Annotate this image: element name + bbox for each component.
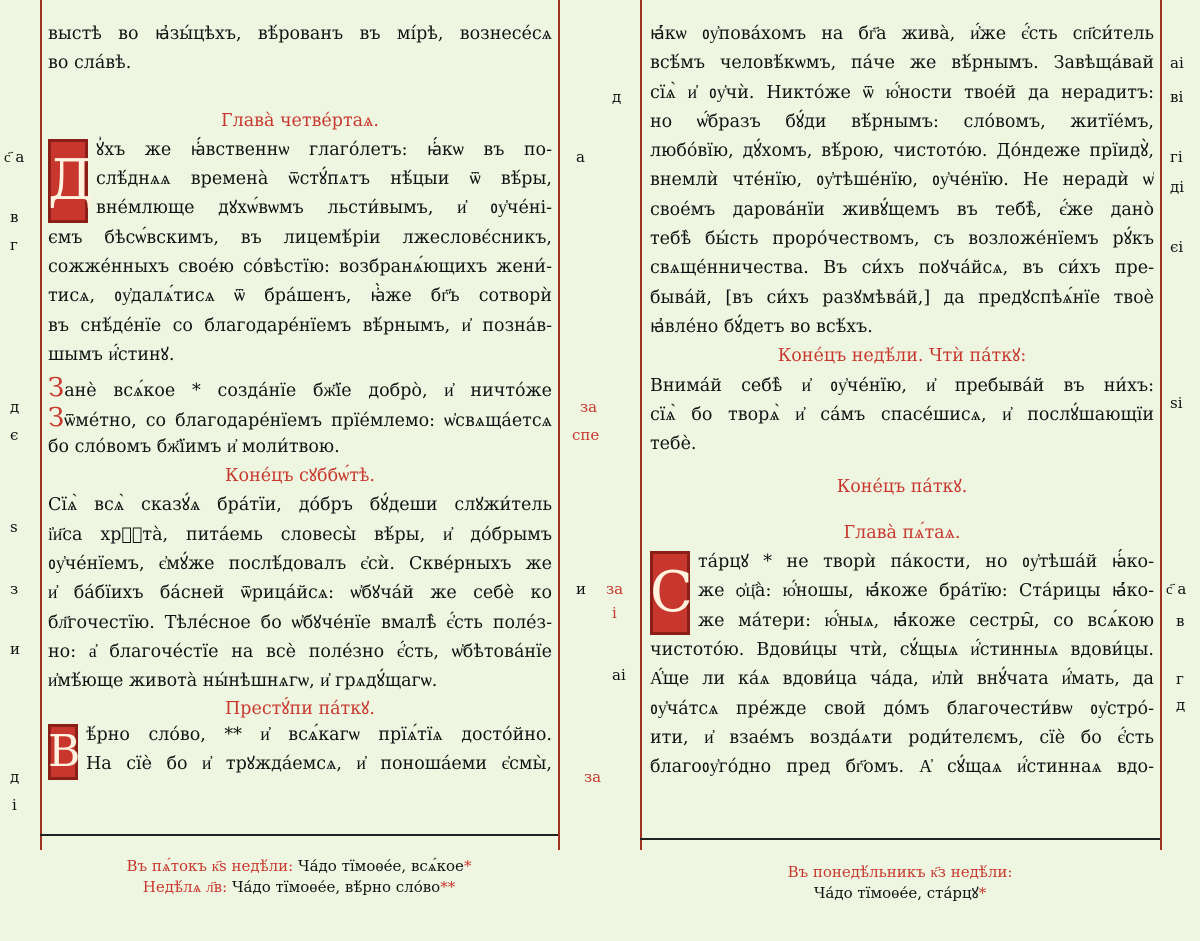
- left-footer: [40, 856, 558, 898]
- zane-paragraph: [48, 374, 552, 462]
- margin-verse-number: с҃ а: [4, 148, 25, 166]
- footer-mark: *: [463, 857, 472, 875]
- margin-verse-number: гі: [1170, 148, 1183, 166]
- text-line: [48, 404, 552, 433]
- text-line: На сїѐ бо и҆ трꙋжда́емсѧ, и҆ поноша́еми є҆смы̀,: [86, 753, 552, 774]
- text-line: бо сло́вомъ бж҃їимъ и҆ моли́твою.: [48, 436, 340, 457]
- drop-cap-initial: В: [48, 724, 78, 780]
- text-line: ꙗ҆вле́но бꙋ́детъ во всѣ́хъ.: [650, 316, 873, 337]
- right-footer-rule: [640, 838, 1160, 840]
- margin-reading-mark: за: [580, 398, 598, 416]
- text-line: же ѻ҆ц҃а̀: ю҆́ношы, ꙗ҆́коже бра́тїю: Ста́рицы ꙗ҆́ко-: [698, 581, 1154, 602]
- text-line: быва́й, [въ си́хъ разꙋмѣва́й,] да предꙋспѣѧ́нїе твоѐ: [650, 287, 1154, 308]
- red-initial: З: [48, 374, 65, 404]
- text-line: свѧще́нничества. Въ си́хъ поꙋча́йсѧ, въ си́хъ пре-: [650, 258, 1154, 279]
- text-line: любо́вїю, дꙋ́хомъ, вѣ́рою, чистото́ю. До́ндеже прїидꙋ̀,: [650, 141, 1154, 162]
- margin-verse-number: и: [10, 640, 20, 658]
- text-line: всѣ́мъ человѣ́кѡмъ, па́че же вѣ́рнымъ. Завѣща́вай: [650, 53, 1154, 74]
- right-footer-line-1: Въ понедѣ́льникъ к҃з недѣ́ли:: [787, 863, 1013, 881]
- text-span: ѿме́тно, со благодаре́нїемъ прїе́млемо: ѡ҆свѧща́етсѧ: [64, 410, 552, 431]
- margin-verse-number: ѕ: [10, 518, 18, 536]
- drop-cap-initial: С: [650, 551, 690, 635]
- footer-text: Ча́до тїмоѳе́е, ста́рцꙋ: [813, 884, 979, 902]
- margin-verse-number: є: [10, 426, 19, 444]
- margin-verse-number: аі: [612, 666, 626, 684]
- end-week-heading: Коне́цъ недѣ́ли. Чтѝ па́ткꙋ:: [777, 346, 1027, 367]
- margin-reading-mark: за: [606, 580, 624, 598]
- left-column-rule-left: [40, 0, 42, 850]
- right-footer: [640, 862, 1160, 904]
- left-column: [48, 20, 552, 780]
- margin-verse-number: єі: [1170, 238, 1184, 256]
- margin-verse-number: д: [612, 88, 622, 106]
- margin-verse-number: ѕі: [1170, 394, 1183, 412]
- margin-verse-number: г: [10, 236, 18, 254]
- text-line: сїѧ̀ и҆ ᲂу҆чѝ. Никто́же ѿ ю҆́ности твое́й да нерадитъ:: [650, 82, 1154, 103]
- text-line: свое́мъ дарова́нїи живꙋ́щемъ въ тебѣ̀, є҆́же дано̀: [650, 199, 1154, 220]
- right-column: [650, 20, 1154, 782]
- drop-cap-initial: Д: [48, 139, 88, 223]
- text-line: ᲂу҆ча́тсѧ пре́жде свой до́мъ благочести́вѡ ᲂу҆стро́-: [650, 698, 1154, 719]
- margin-verse-number: д: [1176, 696, 1186, 714]
- margin-verse-number: д: [10, 768, 20, 786]
- text-line: шымъ и҆́стинꙋ.: [48, 344, 175, 365]
- margin-verse-number: а: [576, 148, 585, 166]
- text-line: ємъ бѣсѡ́вскимъ, въ лицемѣ́ріи лжесловє́сникъ,: [48, 227, 552, 248]
- margin-verse-number: и: [576, 580, 586, 598]
- text-line: и҆мѣ́юще живота̀ ны́нѣшнѧгѡ, и҆ грѧдꙋ́щагѡ.: [48, 671, 438, 692]
- margin-verse-number: ді: [1170, 178, 1185, 196]
- text-line: ѣ́рно сло́во, ** и҆ всѧ́кагѡ прїѧ́тїѧ досто́йно.: [86, 724, 552, 745]
- right-column-rule-left: [640, 0, 642, 850]
- margin-verse-number: в: [1176, 612, 1185, 630]
- margin-reading-mark: і: [612, 604, 617, 622]
- text-line: и҆ ба́бїихъ ба́сней ѿрица́йсѧ: ѡ҆бꙋча́й же себѐ ко: [48, 583, 552, 604]
- text-line: тисѧ, ᲂу҆далѧ́тисѧ ѿ бра́шенъ, ꙗ҆̀же бг҃ъ сотворѝ: [48, 286, 552, 307]
- margin-verse-number: і: [12, 796, 17, 814]
- margin-verse-number: ві: [1170, 88, 1184, 106]
- text-line: чистото́ю. Вдови́цы чтѝ, сꙋ́щыѧ и҆́стинныѧ вдови́цы.: [650, 639, 1154, 660]
- footer-mark: **: [440, 878, 456, 896]
- end-saturday-heading: Коне́цъ сꙋббѡ́тѣ.: [224, 466, 375, 487]
- margin-verse-number: г: [1176, 670, 1184, 688]
- prestupi-heading: Престꙋ́пи па́ткꙋ.: [225, 698, 375, 719]
- margin-verse-number: аі: [1170, 54, 1184, 72]
- text-line: во сла́вѣ.: [48, 53, 132, 74]
- text-line: ити, и҆ взае́мъ возда́ѧти роди́телємъ, сїѐ бо є҆́сть: [650, 727, 1154, 748]
- margin-reading-mark: спе: [572, 426, 600, 444]
- text-line: слѣ́днѧѧ времена̀ ѿстꙋ́пѧтъ нѣ́цыи ѿ вѣ́ры,: [96, 169, 552, 190]
- red-initial: З: [48, 403, 65, 433]
- text-line: но ѡ҆́бразъ бꙋ́ди вѣ́рнымъ: сло́вомъ, житїе́мъ,: [650, 111, 1154, 132]
- margin-verse-number: с҃ а: [1166, 580, 1187, 598]
- text-line: внемлѝ чте́нїю, ᲂу҆тѣше́нїю, ᲂу҆че́нїю. Не нерадѝ ѡ҆: [650, 170, 1154, 191]
- text-line: но: а҆ благоче́стїе на всѐ поле́зно є҆́сть, ѡ҆бѣтова́нїе: [48, 641, 552, 662]
- text-line: А҆́ще ли ка́ѧ вдови́ца ча́да, и҆лѝ внꙋ́чата и҆́мать, да: [650, 669, 1154, 690]
- text-line: ꙋ҆́хъ же ꙗ҆́вственнѡ глаго́летъ: ꙗ҆́кѡ въ по-: [96, 139, 552, 160]
- left-footer-line-2: [40, 877, 558, 898]
- text-line: тебѣ̀ бы́сть проро́чествомъ, съ возложе́нїемъ рꙋ́къ: [650, 229, 1154, 250]
- margin-verse-number: з: [10, 580, 19, 598]
- footer-mark: *: [978, 884, 987, 902]
- chapter-5-paragraph: [650, 548, 1154, 782]
- text-line: Внима́й себѣ̀ и҆ ᲂу҆че́нїю, и҆ пребыва́й въ ни́хъ:: [650, 375, 1154, 396]
- text-line: та́рцꙋ * не творѝ па́кости, но ᲂу҆тѣша́й ꙗ҆́ко-: [698, 552, 1154, 573]
- left-column-rule-right: [558, 0, 560, 850]
- footer-text: Ча́до тїмоѳе́е, вѣ́рно сло́во: [231, 878, 441, 896]
- footer-red-label: Въ пѧ́токъ к҃ѕ недѣ́ли:: [126, 857, 294, 875]
- left-footer-rule: [40, 834, 558, 836]
- left-footer-line-1: [40, 856, 558, 877]
- end-friday-heading: Коне́цъ па́ткꙋ.: [836, 477, 968, 498]
- text-line: сїѧ̀ бо творѧ̀ и҆ са́мъ спасе́шисѧ, и҆ послꙋ́шающїи: [650, 404, 1154, 425]
- footer-red-label: Недѣ́лѧ л҃в:: [142, 878, 228, 896]
- right-column-rule-right: [1160, 0, 1162, 850]
- text-span: анѐ всѧ́кое * созда́нїе бж҃їе добро̀, и҆ ничто́же: [64, 381, 552, 402]
- right-footer-line-2: [640, 883, 1160, 904]
- text-line: і҆и҃са хрⷭ҇та̀, пита́емь словесы̀ вѣ́ры, и҆ до́брымъ: [48, 524, 552, 545]
- text-line: [48, 374, 552, 403]
- text-line: бл҃гочестїю. Тѣле́сное бо ѡ҆бꙋче́нїе вмалѣ̀ є҆́сть поле́з-: [48, 612, 552, 633]
- v-paragraph: [48, 721, 552, 780]
- text-line: ᲂу҆че́нїемъ, є҆мꙋ́же послѣ́довалъ є҆сѝ. Скве́рныхъ же: [48, 554, 552, 575]
- chapter-4-paragraph: [48, 136, 552, 370]
- text-line: въ снѣ́де́нїе со благодаре́нїемъ вѣ́рнымъ, и҆ позна́в-: [48, 315, 552, 336]
- margin-reading-mark: за: [584, 768, 602, 786]
- text-line: вне́млюще дꙋхѡ́вѡмъ льсти́вымъ, и҆ ᲂу҆че́ні-: [96, 198, 552, 219]
- chapter-4-heading: Глава̀ четве́ртаѧ.: [220, 110, 379, 131]
- text-line: Сїѧ̀ всѧ̀ сказꙋ́ѧ бра́тїи, до́бръ бꙋ́деши слꙋжи́тель: [48, 495, 552, 516]
- text-line: тебѐ.: [650, 434, 697, 455]
- text-line: выстѣ во ꙗ҆зы́цѣхъ, вѣ́рованъ въ мі́рѣ, вознесе́сѧ: [48, 24, 552, 44]
- margin-verse-number: д: [10, 398, 20, 416]
- chapter-5-heading: Глава̀ пѧ́таѧ.: [843, 522, 961, 543]
- text-line: благоᲂу҆го́дно пред бг҃омъ. А҆ сꙋ́щаѧ и҆́стиннаѧ вдо-: [650, 757, 1154, 778]
- footer-text: Ча́до тїмоѳе́е, всѧ́кое: [298, 857, 464, 875]
- text-line: сожже́нныхъ свое́ю со́вѣстїю: возбранѧ́ющихъ жени́-: [48, 257, 552, 278]
- text-line: же ма́тери: ю҆́ныѧ, ꙗ҆́коже сестры̑, со всѧ́кою: [698, 610, 1154, 631]
- text-line: ꙗ҆́кѡ ᲂу҆пова́хомъ на бг҃а жива̀, и҆́же є҆́сть сп҃си́тель: [650, 24, 1154, 44]
- margin-verse-number: в: [10, 208, 19, 226]
